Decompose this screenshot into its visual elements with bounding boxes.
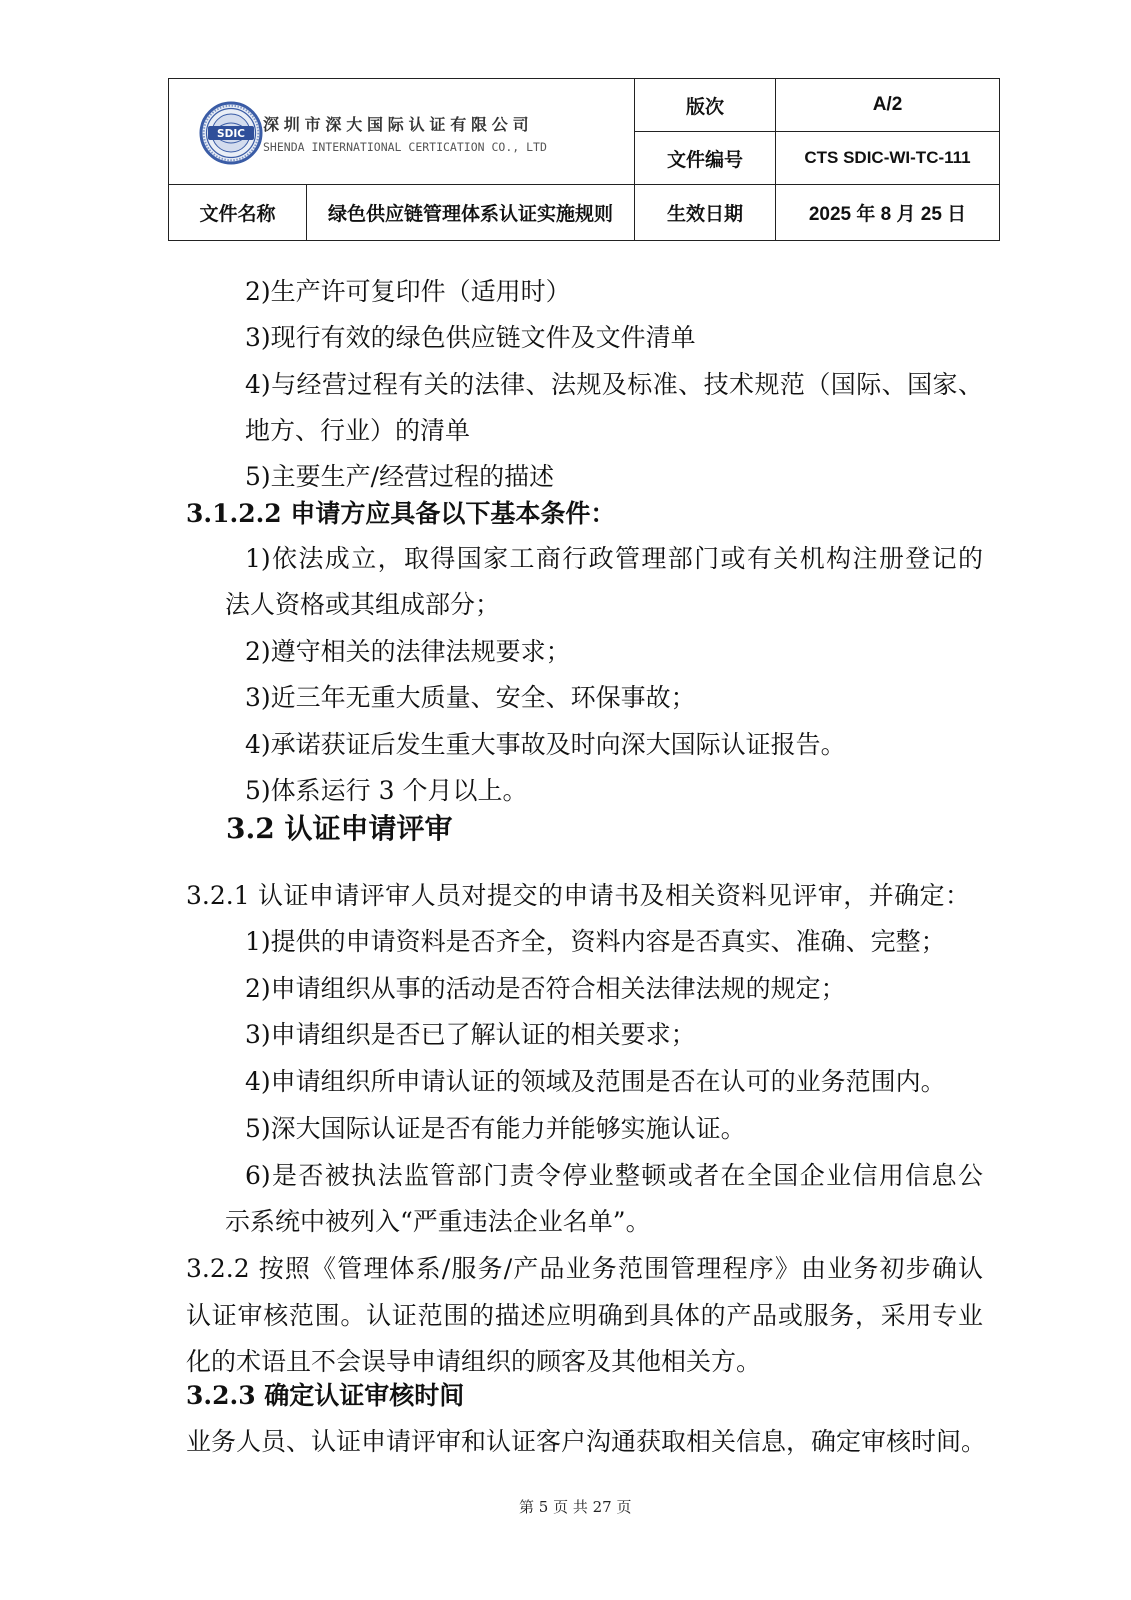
doc-name-value: 绿色供应链管理体系认证实施规则: [307, 185, 635, 241]
company-name-english: SHENDA INTERNATIONAL CERTICATION CO., LTD: [263, 139, 547, 154]
page-number-footer: 第 5 页 共 27 页: [519, 1498, 632, 1516]
section-heading-3-1-2-2: 3.1.2.2 申请方应具备以下基本条件：: [186, 499, 616, 528]
prior-list-item-4-line-2: 地方、行业）的清单: [245, 416, 471, 445]
section-heading-3-2-3: 3.2.3 确定认证审核时间: [186, 1381, 465, 1410]
condition-item-5: 5)体系运行 3 个月以上。: [245, 776, 528, 805]
condition-item-4: 4)承诺获证后发生重大事故及时向深大国际认证报告。: [245, 730, 846, 759]
paragraph-3-2-2-line-2: 认证审核范围。认证范围的描述应明确到具体的产品或服务，采用专业: [186, 1301, 983, 1330]
review-item-3: 3)申请组织是否已了解认证的相关要求；: [245, 1020, 696, 1049]
effective-date-label: 生效日期: [635, 185, 776, 241]
version-value: A/2: [776, 79, 1000, 132]
doc-number-label: 文件编号: [635, 132, 776, 185]
paragraph-3-2-3: 业务人员、认证申请评审和认证客户沟通获取相关信息，确定审核时间。: [186, 1427, 987, 1456]
condition-item-1-line-1: 1)依法成立，取得国家工商行政管理部门或有关机构注册登记的: [245, 544, 983, 573]
prior-list-item-4-line-1: 4)与经营过程有关的法律、法规及标准、技术规范（国际、国家、: [245, 370, 983, 399]
paragraph-3-2-2-line-1: 3.2.2 按照《管理体系/服务/产品业务范围管理程序》由业务初步确认: [186, 1254, 983, 1283]
review-item-5: 5)深大国际认证是否有能力并能够实施认证。: [245, 1114, 746, 1143]
review-item-1: 1)提供的申请资料是否齐全，资料内容是否真实、准确、完整；: [245, 927, 946, 956]
logo-mark-text: SDIC: [217, 127, 245, 140]
paragraph-3-2-1: 3.2.1 认证申请评审人员对提交的申请书及相关资料见评审，并确定：: [186, 881, 970, 910]
document-header-table: [168, 78, 1000, 241]
prior-list-item-3: 3)现行有效的绿色供应链文件及文件清单: [245, 323, 696, 352]
company-seal-logo: [199, 101, 263, 165]
company-name-chinese: 深圳市深大国际认证有限公司: [263, 114, 534, 134]
review-item-6-line-2: 示系统中被列入“严重违法企业名单”。: [225, 1207, 651, 1236]
effective-date-value: 2025 年 8 月 25 日: [776, 185, 1000, 241]
condition-item-3: 3)近三年无重大质量、安全、环保事故；: [245, 683, 696, 712]
review-item-6-line-1: 6)是否被执法监管部门责令停业整顿或者在全国企业信用信息公: [245, 1161, 983, 1190]
doc-name-label: 文件名称: [169, 185, 307, 241]
condition-item-2: 2)遵守相关的法律法规要求；: [245, 637, 571, 666]
review-item-4: 4)申请组织所申请认证的领域及范围是否在认可的业务范围内。: [245, 1067, 946, 1096]
company-logo-cell: [169, 79, 635, 185]
company-branding: [169, 80, 635, 184]
version-label: 版次: [635, 79, 776, 132]
prior-list-item-5: 5)主要生产/经营过程的描述: [245, 462, 555, 491]
prior-list-item-2: 2)生产许可复印件（适用时）: [245, 277, 571, 306]
doc-number-value: CTS SDIC-WI-TC-111: [776, 132, 1000, 185]
review-item-2: 2)申请组织从事的活动是否符合相关法律法规的规定；: [245, 974, 846, 1003]
section-heading-3-2: 3.2 认证申请评审: [226, 812, 453, 845]
condition-item-1-line-2: 法人资格或其组成部分；: [225, 590, 501, 619]
paragraph-3-2-2-line-3: 化的术语且不会误导申请组织的顾客及其他相关方。: [186, 1347, 762, 1376]
